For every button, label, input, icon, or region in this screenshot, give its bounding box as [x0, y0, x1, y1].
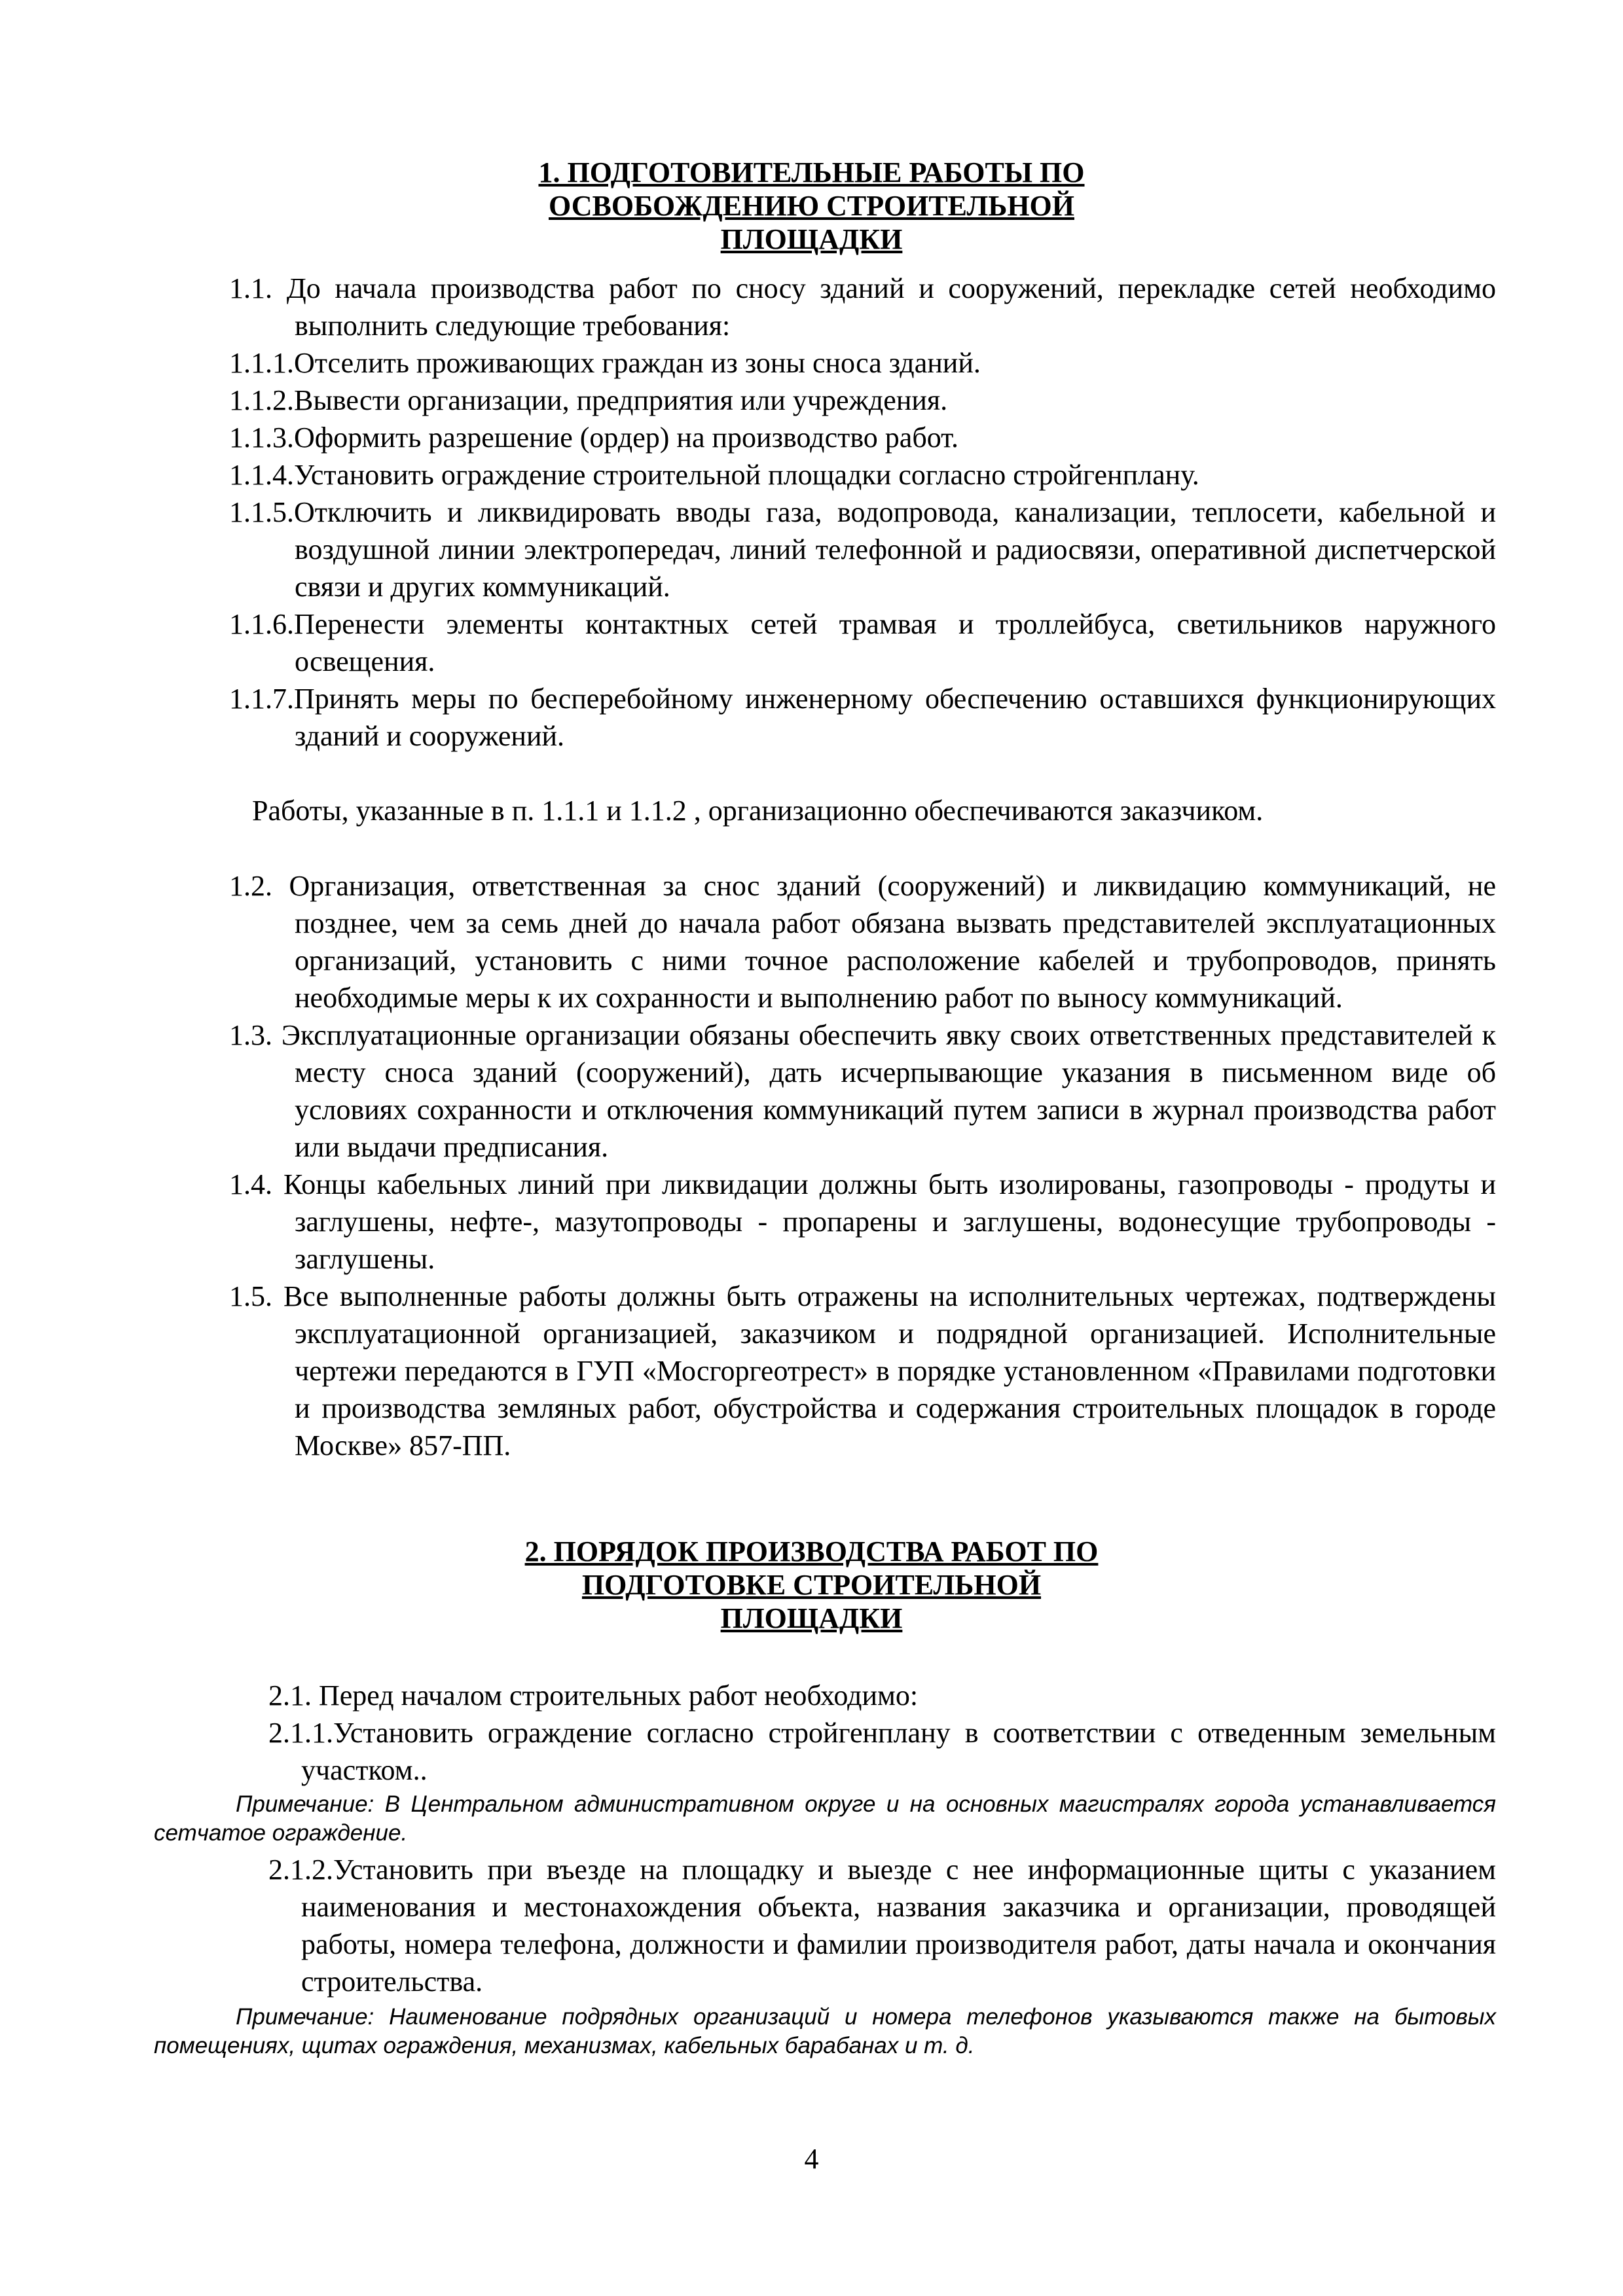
list-item-1-4: 1.4. Концы кабельных линий при ликвидации должны быть изолированы, газопроводы - продуты и заглушены, нефте-, мазутопроводы - пропарены и заглушены, водонесущие трубопроводы - заглушены. — [229, 1168, 1496, 1275]
section-2-list-b — [229, 1851, 1496, 2000]
list-item-2-1-2: 2.1.2.Установить при въезде на площадку и выезде с нее информационные щиты с указанием наименования и местонахождения объекта, названия заказчика и организации, проводящей работы, номера телефона, должности и фамилии производителя работ, даты начала и окончания строительства. — [268, 1854, 1496, 1998]
list-item-1-1-5: 1.1.5.Отключить и ликвидировать вводы газа, водопровода, канализации, теплосети, кабельной и воздушной линии электропередач, линий телефонной и радиосвязи, оперативной диспетчерской связи и других коммуникаций. — [229, 496, 1496, 603]
list-item-1-5: 1.5. Все выполненные работы должны быть отражены на исполнительных чертежах, подтверждены эксплуатационной организацией, заказчиком и подрядной организацией. Исполнительные чертежи передаются в ГУП «Мосгоргеотрест» в порядке установленном «Правилами подготовки и производства земляных работ, обустройства и содержания строительных площадок в городе Москве» 857-ПП. — [229, 1280, 1496, 1462]
section-2-title-line-3: ПЛОЩАДКИ — [720, 1602, 903, 1634]
section-1-procedures-list — [229, 867, 1496, 1464]
list-item-2-1-1: 2.1.1.Установить ограждение согласно стройгенплану в соответствии с отведенным земельным участком.. — [268, 1717, 1496, 1786]
section-1-title-line-1: 1. ПОДГОТОВИТЕЛЬНЫЕ РАБОТЫ ПО — [538, 156, 1085, 188]
section-2-list-a — [229, 1677, 1496, 1789]
note-2: Примечание: Наименование подрядных организаций и номера телефонов указываются также на бытовых помещениях, щитах ограждения, механизмах, кабельных барабанах и т. д. — [154, 2004, 1496, 2058]
list-item-2-1: 2.1. Перед началом строительных работ необходимо: — [268, 1679, 919, 1712]
list-item-1-1-7: 1.1.7.Принять меры по бесперебойному инженерному обеспечению оставшихся функционирующих зданий и сооружений. — [229, 683, 1496, 752]
list-item-1-1-3: 1.1.3.Оформить разрешение (ордер) на производство работ. — [229, 422, 959, 454]
list-item-1-1-4: 1.1.4.Установить ограждение строительной площадки согласно стройгенплану. — [229, 459, 1199, 491]
list-item-1-2: 1.2. Организация, ответственная за снос зданий (сооружений) и ликвидацию коммуникаций, не позднее, чем за семь дней до начала работ обязана вызвать представителей эксплуатационных организаций, установить с ними точное расположение кабелей и трубопроводов, принять необходимые меры к их сохранности и выполнению работ по выносу коммуникаций. — [229, 870, 1497, 1014]
list-item-1-3: 1.3. Эксплуатационные организации обязаны обеспечить явку своих ответственных представителей к месту сноса зданий (сооружений), дать исчерпывающие указания в письменном виде об условиях сохранности и отключения коммуникаций путем записи в журнал производства работ или выдачи предписания. — [229, 1019, 1496, 1163]
list-item-1-1: 1.1. До начала производства работ по сносу зданий и сооружений, перекладке сетей необходимо выполнить следующие требования: — [229, 272, 1496, 342]
section-2-title — [0, 1535, 1623, 1635]
note-1: Примечание: В Центральном административном округе и на основных магистралях города устанавливается сетчатое ограждение. — [154, 1791, 1496, 1846]
section-1-paragraph: Работы, указанные в п. 1.1.1 и 1.1.2 , организационно обеспечиваются заказчиком. — [252, 795, 1264, 827]
section-1-title-line-3: ПЛОЩАДКИ — [720, 223, 903, 255]
section-1-requirements-list — [229, 270, 1496, 755]
section-1-title-line-2: ОСВОБОЖДЕНИЮ СТРОИТЕЛЬНОЙ — [549, 190, 1074, 222]
list-item-1-1-6: 1.1.6.Перенести элементы контактных сетей трамвая и троллейбуса, светильников наружного освещения. — [229, 608, 1496, 677]
list-item-1-1-2: 1.1.2.Вывести организации, предприятия или учреждения. — [229, 384, 948, 416]
page-number: 4 — [804, 2143, 819, 2175]
list-item-1-1-1: 1.1.1.Отселить проживающих граждан из зоны сноса зданий. — [229, 347, 981, 379]
section-1-title — [0, 156, 1623, 256]
section-2-title-line-2: ПОДГОТОВКЕ СТРОИТЕЛЬНОЙ — [581, 1569, 1042, 1601]
section-2-title-line-1: 2. ПОРЯДОК ПРОИЗВОДСТВА РАБОТ ПО — [524, 1535, 1099, 1568]
